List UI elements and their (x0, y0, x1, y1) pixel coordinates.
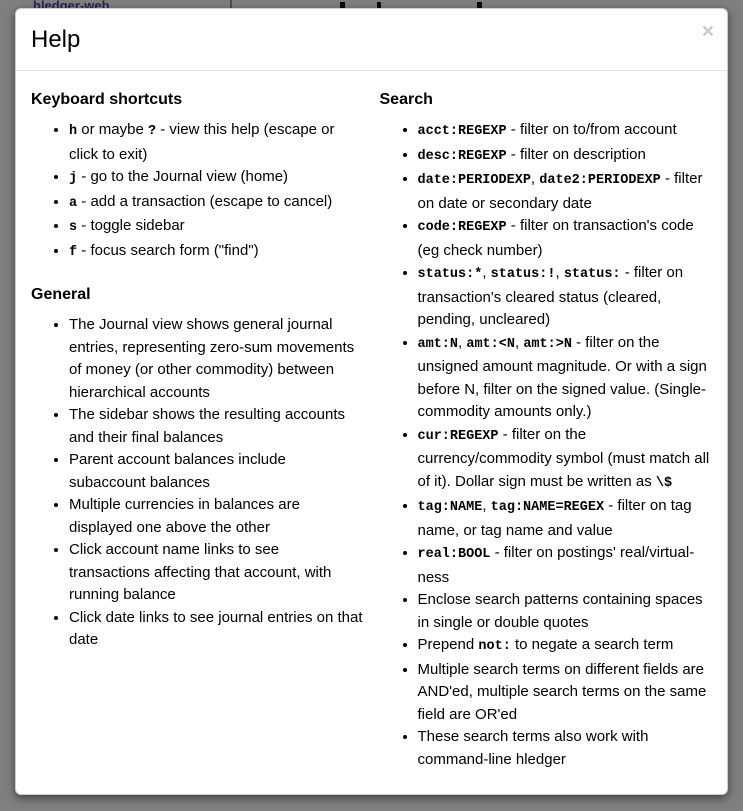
list-item: • real:BOOL - filter on postings' real/virtual-ness (418, 542, 713, 589)
code-span: code:REGEXP (417, 220, 507, 235)
modal-body (16, 71, 727, 791)
section-heading: Keyboard shortcuts (31, 91, 183, 108)
code-span: not: (478, 639, 511, 654)
list-item: • The sidebar shows the resulting accounts and their final balances (69, 404, 364, 449)
code-span: tag:NAME=REGEX (490, 500, 605, 515)
modal-header (16, 9, 727, 71)
list-item: • cur:REGEXP - filter on the currency/commodity symbol (must match all of it). Dollar sign must be written as \$ (418, 424, 713, 496)
code-span: s (69, 220, 78, 235)
list-item: • j - go to the Journal view (home) (69, 166, 364, 191)
close-icon[interactable]: × (701, 20, 714, 43)
code-span: f (69, 244, 78, 260)
list-item: • tag:NAME, tag:NAME=REGEX - filter on tag name, or tag name and value (418, 495, 713, 542)
section-heading: Search (379, 91, 433, 108)
list-item: • s - toggle sidebar (69, 215, 364, 240)
code-span: \$ (655, 475, 673, 491)
list-item: • h or maybe ? - view this help (escape or click to exit) (69, 119, 364, 166)
code-span: amt:N (417, 336, 459, 352)
section-heading: General (31, 286, 91, 303)
left-column (31, 90, 364, 781)
list-item: • f - focus search form ("find") (69, 240, 364, 265)
code-span: date:PERIODEXP (417, 173, 531, 188)
code-span: real:BOOL (417, 547, 491, 562)
code-span: h (69, 124, 78, 139)
list-item: • Enclose search patterns containing spaces in single or double quotes (418, 589, 713, 634)
list-item: • The Journal view shows general journal entries, representing zero-sum movements of money (or other commodity) between hierarchical accounts (69, 314, 364, 404)
list-item: • a - add a transaction (escape to cancel) (69, 191, 364, 216)
code-span: j (69, 171, 78, 186)
code-span: a (69, 195, 78, 211)
list-item: • These search terms also work with command-line hledger (418, 726, 713, 771)
code-span: acct:REGEXP (417, 124, 507, 139)
list-item: • Parent account balances include subaccount balances (69, 449, 364, 494)
code-span: ? (147, 124, 157, 139)
list-item: • date:PERIODEXP, date2:PERIODEXP - filter on date or secondary date (418, 168, 713, 215)
help-list (31, 119, 364, 264)
code-span: status:* (417, 267, 483, 282)
code-span: desc:REGEXP (417, 148, 507, 164)
code-span: tag:NAME (417, 500, 483, 515)
code-span: status: (563, 267, 621, 282)
list-item: • status:*, status:!, status: - filter on transaction's cleared status (cleared, pending, uncleared) (418, 262, 713, 332)
help-list (380, 119, 713, 771)
right-column (380, 90, 713, 781)
list-item: • Click account name links to see transactions affecting that account, with running balance (69, 539, 364, 607)
code-span: amt:<N (466, 336, 515, 352)
help-list (31, 314, 364, 652)
list-item: • acct:REGEXP - filter on to/from account (418, 119, 713, 144)
code-span: status:! (490, 267, 556, 282)
code-span: amt:>N (523, 336, 572, 352)
list-item: • desc:REGEXP - filter on description (418, 144, 713, 169)
list-item: • code:REGEXP - filter on transaction's code (eg check number) (418, 215, 713, 262)
help-modal (15, 8, 728, 795)
list-item: • Multiple currencies in balances are displayed one above the other (69, 494, 364, 539)
modal-title: Help (31, 26, 81, 53)
list-item: • Multiple search terms on different fields are AND'ed, multiple search terms on the same field are OR'ed (418, 659, 713, 727)
list-item: • Prepend not: to negate a search term (418, 634, 713, 659)
list-item: • amt:N, amt:<N, amt:>N - filter on the unsigned amount magnitude. Or with a sign before N, filter on the signed value. (Single-commodity amounts only.) (418, 332, 713, 424)
list-item: • Click date links to see journal entries on that date (69, 607, 364, 652)
code-span: cur:REGEXP (417, 428, 499, 444)
code-span: date2:PERIODEXP (539, 173, 661, 188)
